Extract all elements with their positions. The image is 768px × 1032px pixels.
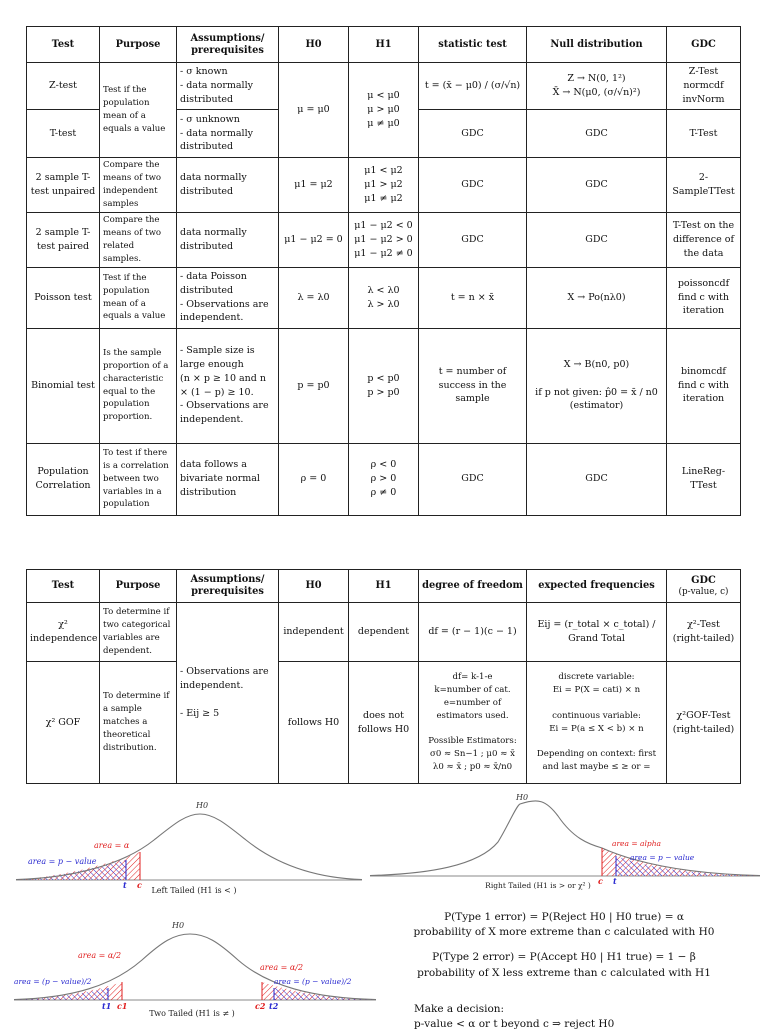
normal-curve <box>14 934 376 1000</box>
decision-title: Make a decision: <box>414 1003 505 1015</box>
area-alpha-label: area = α <box>94 841 130 850</box>
table-header-row <box>27 570 741 603</box>
normal-curve <box>370 801 760 876</box>
c-label: c <box>137 880 142 890</box>
header-gdc: GDC <box>667 27 741 63</box>
statistic-cell: GDC <box>419 110 527 158</box>
h1-cell: ρ < 0 ρ > 0 ρ ≠ 0 <box>349 443 419 515</box>
c1-label: c1 <box>117 1001 128 1011</box>
t1-label: t1 <box>102 1001 112 1011</box>
area-p-right-label: area = (p − value)/2 <box>274 977 352 986</box>
header-gdc <box>667 570 741 603</box>
type1-desc: probability of X more extreme than c calculated with H0 <box>413 926 715 939</box>
h1-cell: μ < μ0 μ > μ0 μ ≠ μ0 <box>349 63 419 158</box>
purpose-cell: Test if the population mean of a equals a value <box>100 267 177 328</box>
h0-cell: ρ = 0 <box>279 443 349 515</box>
header-null-distribution: Null distribution <box>527 27 667 63</box>
two-caption: Two Tailed (H1 is ≠ ) <box>149 1009 235 1018</box>
left-caption: Left Tailed (H1 is < ) <box>151 886 237 895</box>
h1-cell: does not follows H0 <box>349 662 419 784</box>
t-label: t <box>123 880 127 890</box>
test-name: χ² GOF <box>27 662 100 784</box>
table-row <box>27 63 741 110</box>
h0-label: H0 <box>516 793 529 802</box>
area-p-label: area = p − value <box>28 857 97 866</box>
statistic-cell: t = n × x̄ <box>419 267 527 328</box>
t2-label: t2 <box>269 1001 279 1011</box>
header-assumptions: Assumptions/ prerequisites <box>177 570 279 603</box>
left-tailed-plot <box>14 796 364 900</box>
header-expected-frequencies: expected frequencies <box>527 570 667 603</box>
gdc-cell: T-Test on the difference of the data <box>667 213 741 268</box>
table-row <box>27 603 741 662</box>
null-distribution-cell: GDC <box>527 158 667 213</box>
statistic-cell: GDC <box>419 158 527 213</box>
assumptions-cell: - data Poisson distributed - Observations are independent. <box>177 267 279 328</box>
type1-error: P(Type 1 error) = P(Reject H0 | H0 true) = α <box>444 911 684 923</box>
area-p-label: area = p − value <box>630 853 695 862</box>
gdc-cell: χ²-Test (right-tailed) <box>667 603 741 662</box>
gdc-cell: LineReg-TTest <box>667 443 741 515</box>
null-distribution-cell: GDC <box>527 110 667 158</box>
header-statistic: statistic test <box>419 27 527 63</box>
two-tailed-plot <box>12 912 378 1020</box>
hypothesis-tests-table <box>26 26 741 516</box>
header-assumptions: Assumptions/ prerequisites <box>177 27 279 63</box>
c-label: c <box>598 876 603 886</box>
test-name: 2 sample T-test unpaired <box>27 158 100 213</box>
test-name: Population Correlation <box>27 443 100 515</box>
h0-cell: follows H0 <box>279 662 349 784</box>
df-cell: df = (r − 1)(c − 1) <box>419 603 527 662</box>
h0-cell: μ = μ0 <box>279 63 349 158</box>
assumptions-cell: - σ known - data normally distributed <box>177 63 279 110</box>
header-purpose: Purpose <box>100 570 177 603</box>
h1-cell: λ < λ0 λ > λ0 <box>349 267 419 328</box>
test-name: Binomial test <box>27 328 100 443</box>
h0-cell: independent <box>279 603 349 662</box>
purpose-cell: Test if the population mean of a equals a value <box>100 63 177 158</box>
error-notes <box>396 910 732 981</box>
null-distribution-cell: X → Po(nλ0) <box>527 267 667 328</box>
type2-desc: probability of X less extreme than c calculated with H1 <box>417 966 711 979</box>
h0-label: H0 <box>196 801 209 810</box>
h0-cell: λ = λ0 <box>279 267 349 328</box>
gdc-cell: Z-Test normcdf invNorm <box>667 63 741 110</box>
purpose-cell: Compare the means of two related samples. <box>100 213 177 268</box>
table-row <box>27 213 741 268</box>
statistic-cell: GDC <box>419 443 527 515</box>
statistic-cell: t = number of success in the sample <box>419 328 527 443</box>
h0-cell: μ1 = μ2 <box>279 158 349 213</box>
table-header-row <box>27 27 741 63</box>
header-gdc-label: GDC <box>691 574 716 586</box>
right-caption: Right Tailed (H1 is > or χ² ) <box>485 881 591 890</box>
purpose-cell: To test if there is a correlation between two variables in a population <box>100 443 177 515</box>
null-distribution-cell: GDC <box>527 443 667 515</box>
purpose-cell: Is the sample proportion of a characteristic equal to the population proportion. <box>100 328 177 443</box>
gdc-cell: poissoncdf find c with iteration <box>667 267 741 328</box>
t-label: t <box>613 876 617 886</box>
expected-cell: discrete variable: Ei = P(X = cati) × n continuous variable: Ei = P(a ≤ X < b) × n Depending on context: first and last maybe ≤ ≥ or = <box>527 662 667 784</box>
assumptions-cell: data normally distributed <box>177 213 279 268</box>
h1-cell: p < p0 p > p0 <box>349 328 419 443</box>
assumptions-cell: - Sample size is large enough (n × p ≥ 10 and n × (1 − p) ≥ 10. - Observations are independent. <box>177 328 279 443</box>
purpose-cell: To determine if a sample matches a theoretical distribution. <box>100 662 177 784</box>
normal-curve <box>16 814 362 880</box>
table-row <box>27 267 741 328</box>
assumptions-cell: - Observations are independent. - Eij ≥ 5 <box>177 603 279 784</box>
gdc-cell: binomcdf find c with iteration <box>667 328 741 443</box>
h1-cell: μ1 − μ2 < 0 μ1 − μ2 > 0 μ1 − μ2 ≠ 0 <box>349 213 419 268</box>
test-name: T-test <box>27 110 100 158</box>
df-cell: df= k-1-e k=number of cat. e=number of estimators used. Possible Estimators: σ0 ≈ Sn−1 ; μ0 ≈ x̄ λ0 ≈ x̄ ; p0 ≈ x̄/n0 <box>419 662 527 784</box>
header-purpose: Purpose <box>100 27 177 63</box>
table-row <box>27 158 741 213</box>
header-degree-of-freedom: degree of freedom <box>419 570 527 603</box>
header-h0: H0 <box>279 27 349 63</box>
h1-cell: dependent <box>349 603 419 662</box>
gdc-cell: T-Test <box>667 110 741 158</box>
statistic-cell: GDC <box>419 213 527 268</box>
right-tailed-plot <box>368 786 762 896</box>
h0-label: H0 <box>172 921 185 930</box>
header-test: Test <box>27 570 100 603</box>
c2-label: c2 <box>255 1001 266 1011</box>
assumptions-cell: - σ unknown - data normally distributed <box>177 110 279 158</box>
header-gdc-sub: (p-value, c) <box>678 586 729 597</box>
null-distribution-cell: GDC <box>527 213 667 268</box>
header-h0: H0 <box>279 570 349 603</box>
table-row <box>27 328 741 443</box>
test-name: Poisson test <box>27 267 100 328</box>
decision-notes <box>414 1002 744 1032</box>
area-alpha-right-label: area = α/2 <box>260 963 304 972</box>
header-h1: H1 <box>349 27 419 63</box>
header-test: Test <box>27 27 100 63</box>
expected-cell: Eij = (r_total × c_total) / Grand Total <box>527 603 667 662</box>
decision-line: p-value < α or t beyond c ⇒ reject H0 <box>414 1018 615 1031</box>
gdc-cell: 2-SampleTTest <box>667 158 741 213</box>
purpose-cell: Compare the means of two independent samples <box>100 158 177 213</box>
h1-cell: μ1 < μ2 μ1 > μ2 μ1 ≠ μ2 <box>349 158 419 213</box>
statistic-cell: t = (x̄ − μ0) / (σ/√n) <box>419 63 527 110</box>
null-distribution-cell: X → B(n0, p0) if p not given: p̂0 = x̄ / n0 (estimator) <box>527 328 667 443</box>
area-p-left-label: area = (p − value)/2 <box>14 977 92 986</box>
chi-square-tests-table <box>26 569 741 784</box>
area-alpha-label: area = alpha <box>612 839 661 848</box>
null-distribution-cell: Z → N(0, 1²) X̄ → N(μ0, (σ/√n)²) <box>527 63 667 110</box>
table-row <box>27 662 741 784</box>
purpose-cell: To determine if two categorical variables are dependent. <box>100 603 177 662</box>
table-row <box>27 443 741 515</box>
assumptions-cell: data normally distributed <box>177 158 279 213</box>
test-name: χ² independence <box>27 603 100 662</box>
h0-cell: p = p0 <box>279 328 349 443</box>
test-name: 2 sample T-test paired <box>27 213 100 268</box>
type2-error: P(Type 2 error) = P(Accept H0 | H1 true) = 1 − β <box>432 951 696 964</box>
assumptions-cell: data follows a bivariate normal distribution <box>177 443 279 515</box>
area-alpha-left-label: area = α/2 <box>78 951 122 960</box>
test-name: Z-test <box>27 63 100 110</box>
gdc-cell: χ²GOF-Test (right-tailed) <box>667 662 741 784</box>
header-h1: H1 <box>349 570 419 603</box>
h0-cell: μ1 − μ2 = 0 <box>279 213 349 268</box>
